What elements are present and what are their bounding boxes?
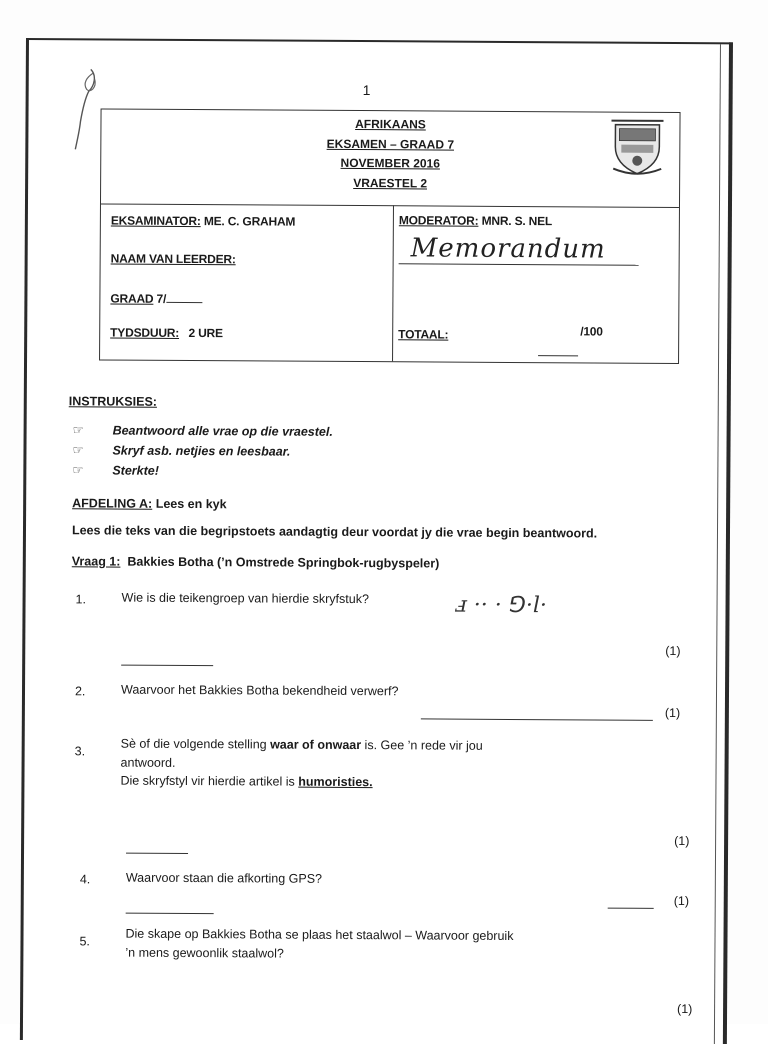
question-number: 3. xyxy=(74,744,86,759)
section-label: AFDELING A: xyxy=(72,496,153,511)
question-text: Waarvoor staan die afkorting GPS? xyxy=(125,870,323,886)
question-mark: (1) xyxy=(677,1001,693,1017)
instruction-text: Skryf asb. netjies en leesbaar. xyxy=(112,443,291,459)
duration-value: 2 URE xyxy=(188,325,223,341)
question-text xyxy=(125,925,595,965)
question-title: Bakkies Botha (’n Omstrede Springbok-rugbyspeler) xyxy=(127,554,440,571)
hand-pointer-icon: ☞ xyxy=(72,423,84,438)
exam-title-block xyxy=(101,113,679,195)
instruction-text: Sterkte! xyxy=(112,463,159,478)
question-text: Wie is die teikengroep van hierdie skryfstuk? xyxy=(121,590,369,607)
examiner-field xyxy=(111,214,295,229)
hand-pointer-icon: ☞ xyxy=(72,463,84,478)
page-number: 1 xyxy=(362,82,371,99)
question-emphasis: humoristies. xyxy=(298,774,373,790)
question-number: 1. xyxy=(75,592,87,607)
exam-header-box xyxy=(99,108,681,364)
school-crest-icon xyxy=(609,117,665,177)
header-divider-vertical xyxy=(392,205,394,361)
instruction-item xyxy=(72,462,159,478)
question-text xyxy=(120,735,580,793)
exam-sheet xyxy=(20,38,733,1044)
moderator-field xyxy=(399,213,552,228)
learner-name-label: NAAM VAN LEERDER: xyxy=(110,251,236,267)
question-emphasis: waar of onwaar xyxy=(270,737,362,753)
question-number: 5. xyxy=(79,934,90,949)
exam-grade-title: EKSAMEN – GRAAD 7 xyxy=(326,136,455,152)
question-text-part: antwoord. xyxy=(120,755,176,770)
question-mark: (1) xyxy=(673,893,690,909)
instruction-item xyxy=(73,422,333,439)
answer-line xyxy=(126,913,214,915)
instruction-text: Beantwoord alle vrae op die vraestel. xyxy=(112,423,333,439)
answer-line xyxy=(421,718,653,720)
grade-blank-line xyxy=(166,292,202,303)
answer-line xyxy=(126,853,188,854)
question-text-part: Die skape op Bakkies Botha se plaas het staalwol – Waarvoor gebruik xyxy=(125,926,514,943)
duration-label: TYDSDUUR: xyxy=(110,325,180,340)
instruction-item xyxy=(72,442,290,458)
handwritten-memorandum: Memorandum xyxy=(410,233,606,265)
handwritten-answer-scrawl: ⅎ ·· · ⅁·ⅼ· xyxy=(455,592,547,619)
question-mark: (1) xyxy=(665,643,681,659)
examiner-label: EKSAMINATOR: xyxy=(110,213,201,229)
grade-value: 7/ xyxy=(156,291,167,306)
total-field xyxy=(398,327,448,341)
section-intro: Lees die teks van die begripstoets aandagtig deur voordat jy die vrae begin beantwoord. xyxy=(71,523,598,541)
page-border-line xyxy=(713,44,721,1044)
total-blank-line xyxy=(538,355,578,356)
question-text-part: ’n mens gewoonlik staalwol? xyxy=(125,945,284,961)
question-text: Waarvoor het Bakkies Botha bekendheid verwerf? xyxy=(120,682,399,699)
answer-line xyxy=(121,665,213,667)
question-text-part: is. Gee ’n rede vir jou xyxy=(361,738,483,753)
grade-field xyxy=(110,292,202,307)
question-number: 2. xyxy=(74,684,86,699)
subject-title: AFRIKAANS xyxy=(355,117,426,132)
grade-label: GRAAD xyxy=(110,291,154,306)
question-mark: (1) xyxy=(674,833,690,849)
question-text-part: Die skryfstyl vir hierdie artikel is xyxy=(120,773,299,789)
question-number: 4. xyxy=(79,872,91,887)
moderator-label: MODERATOR: xyxy=(398,213,479,228)
duration-field xyxy=(110,326,223,341)
memorandum-underline xyxy=(399,263,639,265)
moderator-value: MNR. S. NEL xyxy=(481,213,553,229)
section-title: Lees en kyk xyxy=(155,496,227,512)
learner-name-field xyxy=(111,252,236,267)
hand-pointer-icon: ☞ xyxy=(72,443,84,458)
question-mark: (1) xyxy=(664,705,681,721)
question-label: Vraag 1: xyxy=(71,554,121,569)
total-value: /100 xyxy=(580,324,603,339)
instructions-heading: INSTRUKSIES: xyxy=(68,394,158,409)
exam-date: NOVEMBER 2016 xyxy=(340,155,440,171)
total-label: TOTAAL: xyxy=(398,327,449,342)
answer-line xyxy=(608,908,654,909)
paper-number: VRAESTEL 2 xyxy=(353,175,428,190)
question-text-part: Sè of die volgende stelling xyxy=(120,736,271,752)
header-divider-horizontal xyxy=(101,203,679,208)
section-heading xyxy=(72,496,227,511)
question-heading xyxy=(72,554,440,570)
examiner-value: ME. C. GRAHAM xyxy=(203,214,296,229)
